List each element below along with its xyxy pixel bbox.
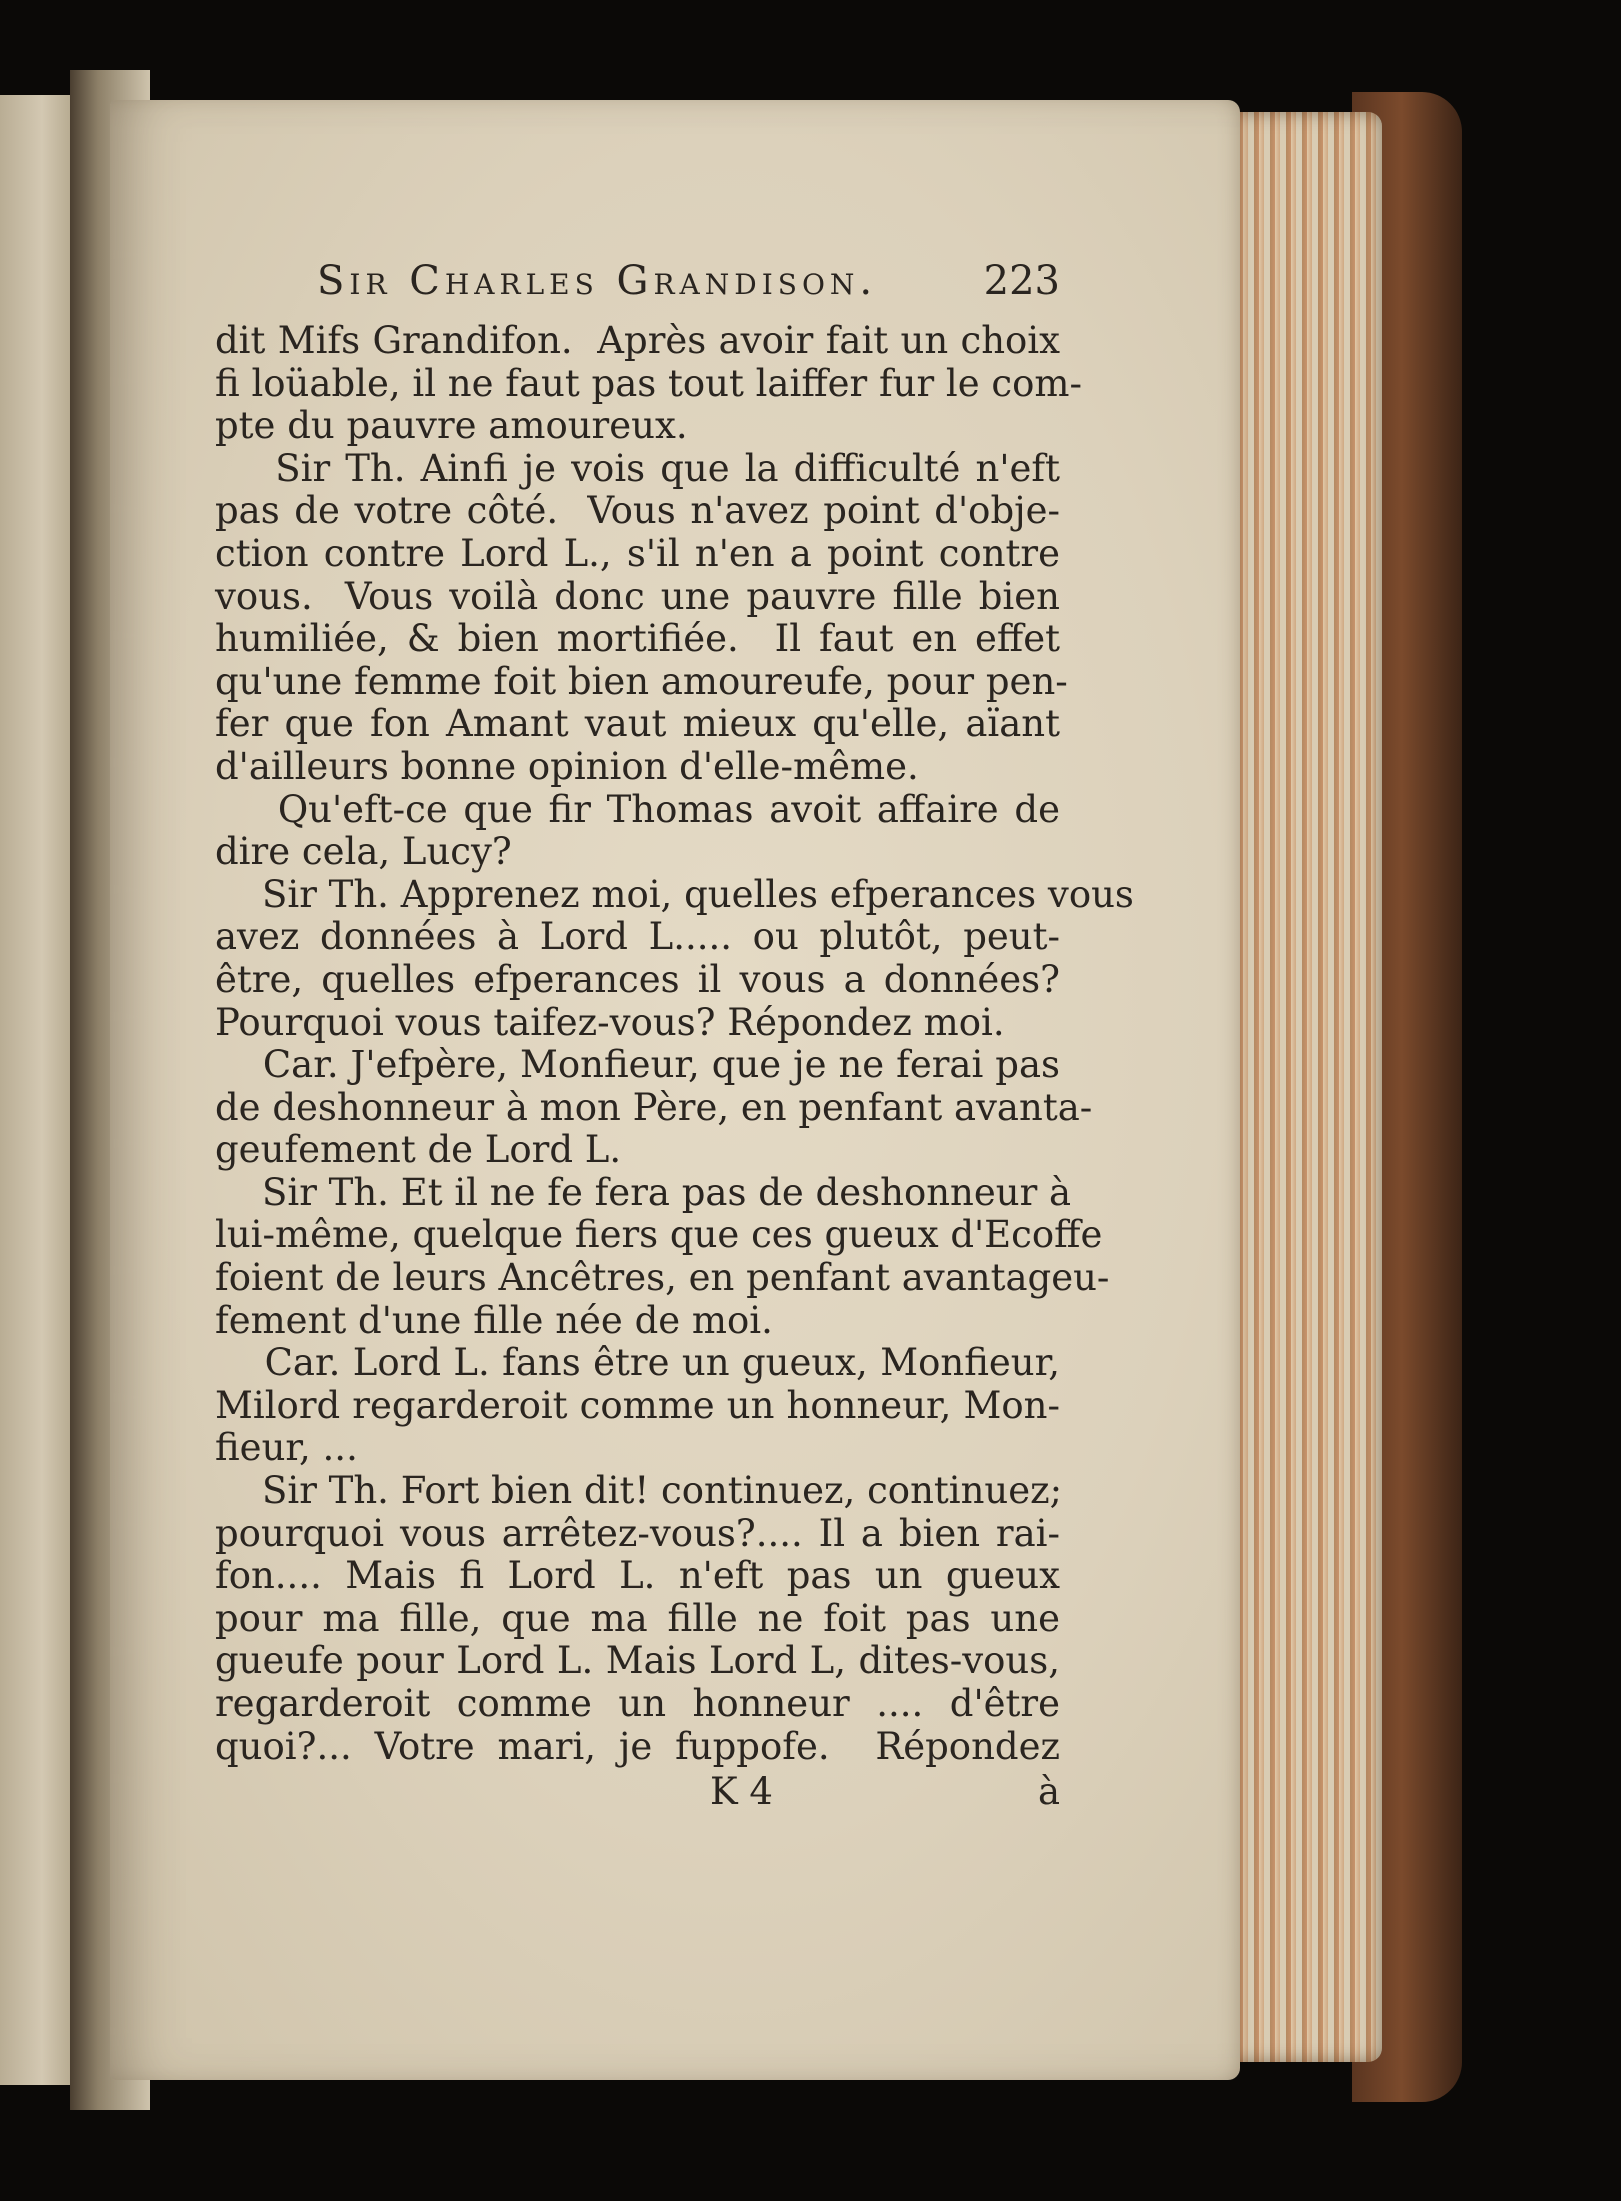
text-line: avez données à Lord L..... ou plutôt, peut- (215, 915, 1060, 959)
text-line: Car. J'efpère, Monfieur, que je ne ferai pas (215, 1043, 1060, 1087)
body-text (215, 319, 1134, 1768)
text-line: qu'une femme foit bien amoureufe, pour pen- (215, 659, 1068, 703)
text-line: fement d'une fille née de moi. (215, 1298, 773, 1342)
text-line: lui-même, quelque fiers que ces gueux d'Ecoffe (215, 1213, 1103, 1257)
text-line: Sir Th. Apprenez moi, quelles efperances vous (215, 872, 1134, 916)
text-line: pte du pauvre amoureux. (215, 404, 688, 448)
text-line: d'ailleurs bonne opinion d'elle-même. (215, 744, 919, 788)
page-fore-edge (1232, 112, 1382, 2062)
text-line: Pourquoi vous taifez-vous? Répondez moi. (215, 1000, 1005, 1044)
text-line: humiliée, & bien mortifiée. Il faut en effet (215, 617, 1060, 661)
catchword: à (1037, 1770, 1060, 1814)
text-line: Milord regarderoit comme un honneur, Mon- (215, 1383, 1060, 1427)
text-line: foient de leurs Ancêtres, en penfant avantageu- (215, 1256, 1110, 1300)
running-head-title: Sir Charles Grandison. (317, 258, 878, 304)
text-line: vous. Vous voilà donc une pauvre fille bien (215, 574, 1060, 618)
text-line: Sir Th. Fort bien dit! continuez, continuez; (215, 1469, 1063, 1513)
text-line: quoi?... Votre mari, je fuppofe. Répondez (215, 1724, 1060, 1768)
text-line: pourquoi vous arrêtez-vous?.... Il a bien rai- (215, 1511, 1060, 1555)
page-number: 223 (983, 258, 1060, 304)
text-line: regarderoit comme un honneur .... d'être (215, 1682, 1060, 1725)
text-line: Car. Lord L. fans être un gueux, Monfieur, (215, 1341, 1060, 1385)
text-line: Sir Th. Ainfi je vois que la difficulté n'eft (215, 446, 1060, 490)
text-line: ction contre Lord L., s'il n'en a point contre (215, 531, 1060, 575)
page-text (215, 258, 1134, 1818)
page-footer (215, 1770, 1060, 1818)
text-line: gueufe pour Lord L. Mais Lord L, dites-vous, (215, 1639, 1060, 1683)
text-line: fieur, ... (215, 1426, 358, 1470)
left-page-edge (0, 95, 73, 2085)
text-line: pas de votre côté. Vous n'avez point d'obje- (215, 489, 1060, 533)
text-line: fi loüable, il ne faut pas tout laiffer fur le com- (215, 361, 1083, 405)
text-line: Qu'eft-ce que fir Thomas avoit affaire de (215, 787, 1060, 831)
text-line: fon.... Mais fi Lord L. n'eft pas un gueux (215, 1554, 1060, 1598)
running-head (215, 258, 1060, 320)
text-line: pour ma fille, que ma fille ne foit pas une (215, 1596, 1060, 1640)
text-line: dire cela, Lucy? (215, 830, 512, 874)
signature-mark: K 4 (710, 1770, 773, 1814)
text-line: de deshonneur à mon Père, en penfant avanta- (215, 1085, 1093, 1129)
text-line: dit Mifs Grandifon. Après avoir fait un choix (215, 319, 1060, 362)
text-line: fer que fon Amant vaut mieux qu'elle, aïant (215, 702, 1060, 746)
text-line: être, quelles efperances il vous a données? (215, 957, 1060, 1001)
text-line: geufement de Lord L. (215, 1128, 622, 1172)
text-line: Sir Th. Et il ne fe fera pas de deshonneur à (215, 1170, 1072, 1214)
